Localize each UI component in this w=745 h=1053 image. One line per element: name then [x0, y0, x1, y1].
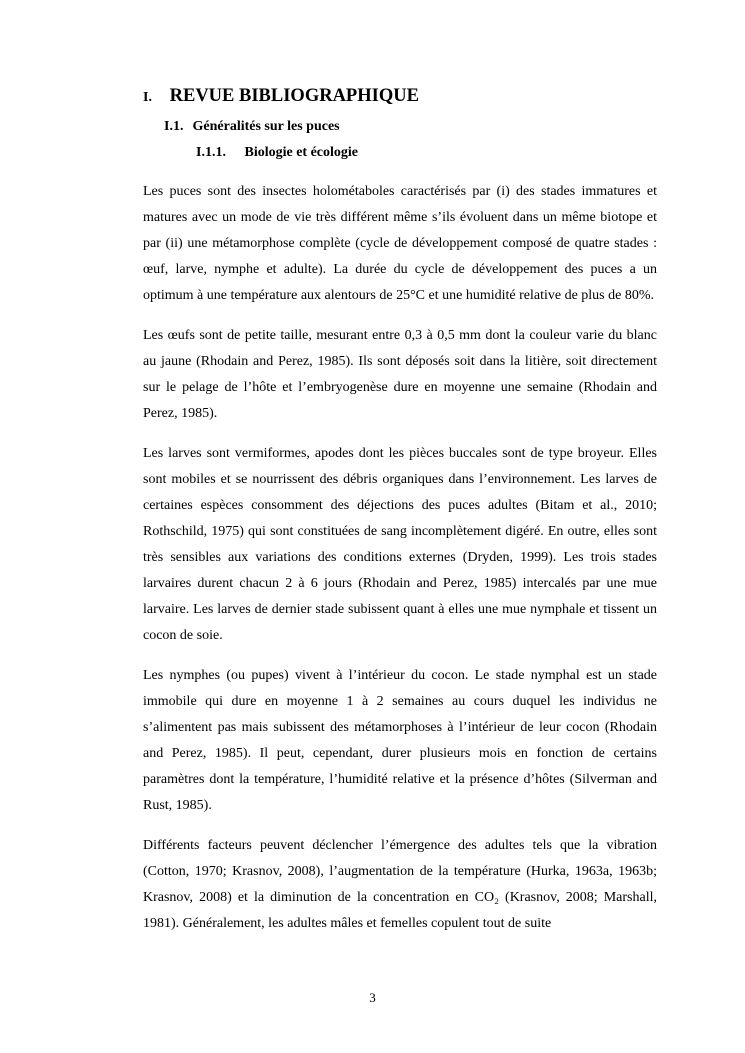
section-number: I. [143, 90, 152, 105]
subsubsection-title: Biologie et écologie [244, 145, 359, 160]
subsection-title: Généralités sur les puces [192, 119, 340, 134]
section-heading-1 [143, 86, 419, 107]
paragraph: Les nymphes (ou pupes) vivent à l’intérieur du cocon. Le stade nymphal est un stade immobile qui dure en moyenne 1 à 2 semaines au cours duquel les individus ne s’alimentent pas mais subissent des métamorphoses à l’intérieur de leur cocon (Rhodain and Perez, 1985). Il peut, cependant, durer plusieurs mois en fonction de certains paramètres dont la température, l’humidité relative et la présence d’hôtes (Silverman and Rust, 1985). [143, 668, 657, 813]
subsection-heading [164, 119, 340, 135]
paragraph: Les œufs sont de petite taille, mesurant entre 0,3 à 0,5 mm dont la couleur varie du blanc au jaune (Rhodain and Perez, 1985). Ils sont déposés soit dans la litière, soit directement sur le pelage de l’hôte et l’embryogenèse dure en moyenne une semaine (Rhodain and Perez, 1985). [143, 328, 657, 421]
paragraph: Différents facteurs peuvent déclencher l’émergence des adultes tels que la vibration (Cotton, 1970; Krasnov, 2008), l’augmentation de la température (Hurka, 1963a, 1963b; Krasnov, 2008) et la diminution de la concentration en CO₂ (Krasnov, 2008; Marshall, 1981). Généralement, les adultes mâles et femelles copulent tout de suite [143, 838, 657, 931]
section-title: REVUE BIBLIOGRAPHIQUE [169, 86, 419, 106]
paragraph: Les larves sont vermiformes, apodes dont les pièces buccales sont de type broyeur. Elles sont mobiles et se nourrissent des débris organiques dans l’environnement. Les larves de certaines espèces consomment des déjections des puces adultes (Bitam et al., 2010; Rothschild, 1975) qui sont constituées de sang incomplètement digéré. En outre, elles sont très sensibles aux variations des conditions externes (Dryden, 1999). Les trois stades larvaires durent chacun 2 à 6 jours (Rhodain and Perez, 1985) intercalés par une mue larvaire. Les larves de dernier stade subissent quant à elles une mue nymphale et tissent un cocon de soie. [143, 446, 657, 643]
body-text [143, 179, 657, 951]
paragraph: Les puces sont des insectes holométaboles caractérisés par (i) des stades immatures et matures avec un mode de vie très différent même s’ils évoluent dans un même biotope et par (ii) une métamorphose complète (cycle de développement composé de quatre stades : œuf, larve, nymphe et adulte). La durée du cycle de développement des puces a un optimum à une température aux alentours de 25°C et une humidité relative de plus de 80%. [143, 184, 657, 303]
subsubsection-heading [196, 145, 358, 161]
subsection-number: I.1. [164, 119, 184, 134]
page-number: 3 [369, 990, 376, 1005]
subsubsection-number: I.1.1. [196, 145, 226, 160]
